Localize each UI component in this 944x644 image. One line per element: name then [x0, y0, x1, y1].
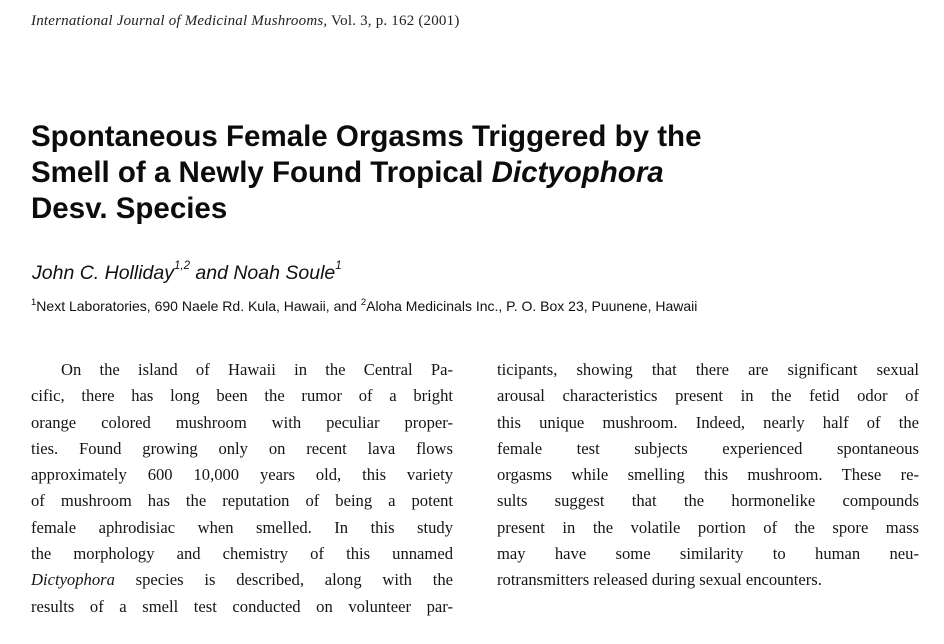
abstract-line: ticipants, showing that there are significant sexual — [497, 360, 919, 379]
title-line-3: Desv. Species — [31, 192, 228, 225]
abstract-line — [31, 567, 453, 593]
abstract-line: rotransmitters released during sexual encounters. — [497, 570, 822, 590]
title-line-2-text: Smell of a Newly Found Tropical — [31, 156, 492, 189]
author-1-name: John C. Holliday — [32, 262, 174, 284]
title-genus: Dictyophora — [491, 156, 664, 189]
affiliations — [31, 298, 697, 314]
affiliation-2-text: Aloha Medicinals Inc., P. O. Box 23, Puunene, Hawaii — [366, 298, 698, 314]
abstract-line: female test subjects experienced spontaneous — [497, 438, 919, 458]
author-2-name: and Noah Soule — [189, 262, 336, 284]
abstract-line: ties. Found growing only on recent lava flows — [31, 438, 453, 458]
abstract-line: sults suggest that the hormonelike compounds — [497, 491, 919, 511]
abstract-line: cific, there has long been the rumor of a bright — [31, 386, 453, 406]
journal-header — [31, 13, 460, 30]
abstract-line: of mushroom has the reputation of being a potent — [31, 491, 453, 511]
journal-citation: Vol. 3, p. 162 (2001) — [327, 13, 460, 29]
abstract-line: the morphology and chemistry of this unnamed — [31, 544, 453, 564]
title-line-2 — [31, 155, 911, 191]
genus-name: Dictyophora — [31, 570, 115, 590]
abstract-line: female aphrodisiac when smelled. In this study — [31, 517, 453, 537]
abstract-line: orange colored mushroom with peculiar proper- — [31, 412, 453, 432]
abstract-line: approximately 600 10,000 years old, this variety — [31, 465, 453, 485]
paper-title — [31, 119, 911, 227]
abstract-left-column — [31, 357, 453, 620]
title-line-1: Spontaneous Female Orgasms Triggered by the — [31, 120, 702, 153]
abstract-line: On the island of Hawaii in the Central Pa- — [61, 360, 453, 379]
abstract-line-rest: species is described, along with the — [114, 570, 453, 590]
affiliation-2-mark: 2 — [360, 297, 367, 308]
abstract-right-column — [497, 357, 919, 594]
author-2-affiliation-mark: 1 — [335, 260, 342, 272]
author-1-affiliation-mark: 1,2 — [173, 260, 190, 272]
affiliation-1-mark: 1 — [31, 297, 37, 308]
abstract-line: orgasms while smelling this mushroom. These re- — [497, 465, 919, 485]
author-list — [32, 262, 342, 285]
abstract-line: this unique mushroom. Indeed, nearly half of the — [497, 412, 919, 432]
affiliation-1-text: Next Laboratories, 690 Naele Rd. Kula, Hawaii, and — [36, 298, 361, 314]
journal-name: International Journal of Medicinal Mushrooms, — [31, 13, 328, 29]
abstract-line: results of a smell test conducted on volunteer par- — [31, 596, 453, 616]
abstract-line: present in the volatile portion of the spore mass — [497, 517, 919, 537]
abstract-line: may have some similarity to human neu- — [497, 544, 919, 564]
abstract-line: arousal characteristics present in the fetid odor of — [497, 386, 919, 406]
